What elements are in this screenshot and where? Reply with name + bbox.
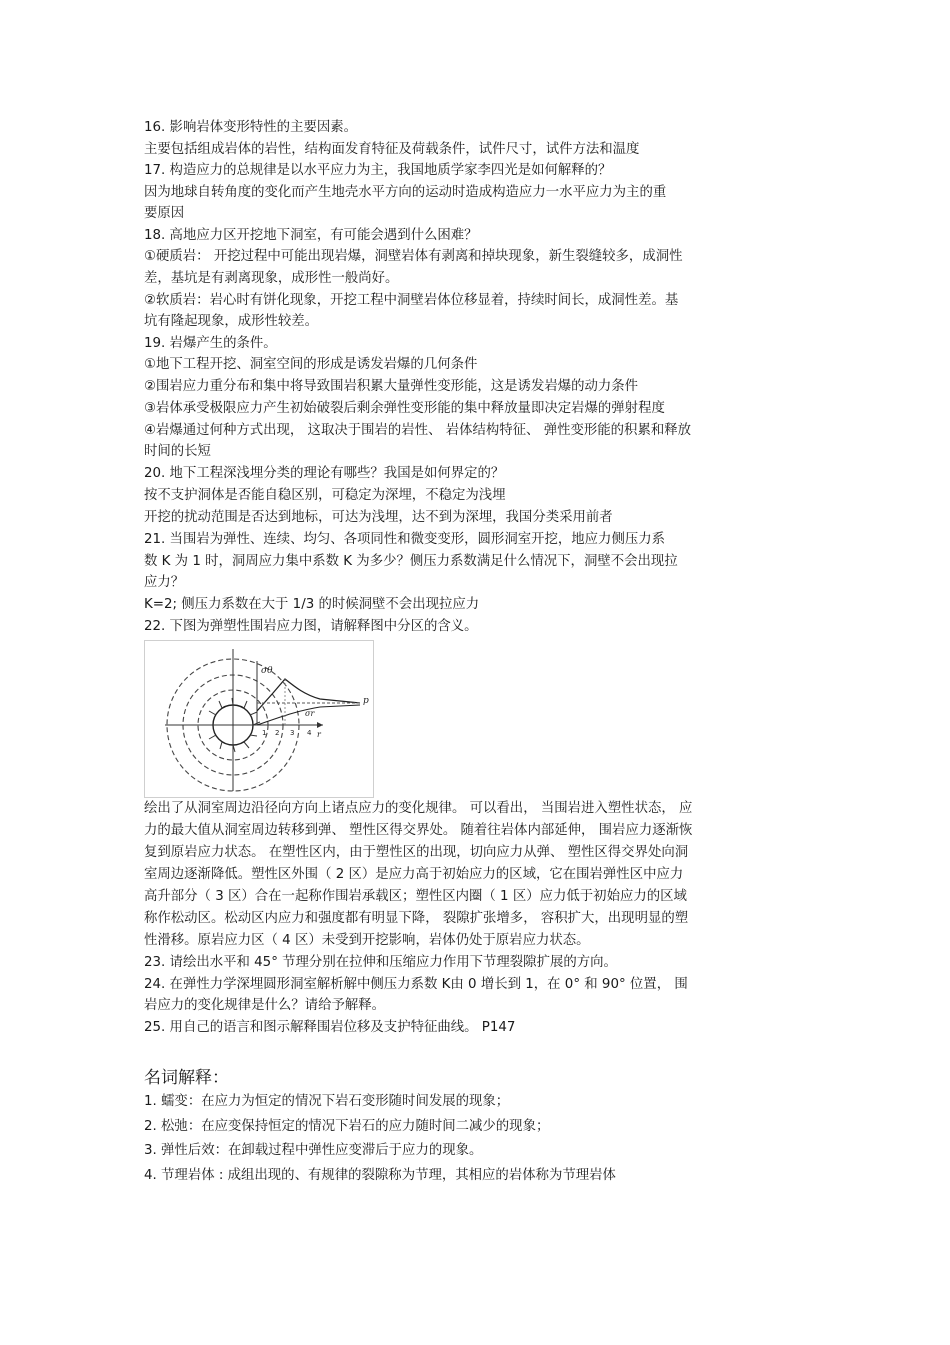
text-line: 22. 下图为弹塑性围岩应力图，请解释图中分区的含义。 <box>144 619 478 634</box>
text-line: 室周边逐渐降低。塑性区外围（ 2 区）是应力高于初始应力的区域，它在围岩弹性区中应力 <box>144 867 684 882</box>
text-line: 力的最大值从洞室周边转移到弹、 塑性区得交界处。 随着往岩体内部延伸， 围岩应力逐渐恢 <box>144 823 693 838</box>
text-line: 18. 高地应力区开挖地下洞室，有可能会遇到什么困难？ <box>144 228 478 243</box>
text-line: 24. 在弹性力学深埋圆形洞室解析解中侧压力系数 K由 0 增长到 1，在 0° 和 90° 位置， 围 <box>144 977 688 992</box>
text-line: 高升部分（ 3 区）合在一起称作围岩承载区；塑性区内圈（ 1 区）应力低于初始应力的区域 <box>144 889 687 904</box>
zone-1-label: 1 <box>262 729 267 737</box>
zone-4-label: 4 <box>307 729 312 737</box>
text-line: 数 K 为 1 时，洞周应力集中系数 K 为多少？侧压力系数满足什么情况下，洞壁不会出现拉 <box>144 554 678 569</box>
text-line: 主要包括组成岩体的岩性，结构面发育特征及荷载条件，试件尺寸，试件方法和温度 <box>144 142 640 157</box>
text-line: 21. 当围岩为弹性、连续、均匀、各项同性和微变变形，圆形洞室开挖，地应力侧压力系 <box>144 532 666 547</box>
text-line: 16. 影响岩体变形特性的主要因素。 <box>144 120 358 135</box>
text-line: 20. 地下工程深浅埋分类的理论有哪些？我国是如何界定的？ <box>144 466 505 481</box>
text-line: 应力？ <box>144 575 185 590</box>
radius-label: r <box>317 730 321 739</box>
text-line: ④岩爆通过何种方式出现， 这取决于围岩的岩性、 岩体结构特征、 弹性变形能的积累和释放 <box>144 423 692 438</box>
radial-axis-arrow <box>317 722 323 728</box>
text-line: 开挖的扰动范围是否达到地标，可达为浅埋，达不到为深埋，我国分类采用前者 <box>144 510 613 525</box>
sigma-theta-label: σθ <box>261 666 273 676</box>
sigma-r-label: σr <box>305 709 315 718</box>
term-item: 3. 弹性后效：在卸载过程中弹性应变滞后于应力的现象。 <box>144 1143 483 1158</box>
text-line: 岩应力的变化规律是什么？请给予解释。 <box>144 998 386 1013</box>
text-line: 性滑移。原岩应力区（ 4 区）未受到开挖影响，岩体仍处于原岩应力状态。 <box>144 933 590 948</box>
text-line: 时间的长短 <box>144 444 211 459</box>
text-line: 绘出了从洞室周边沿径向方向上诸点应力的变化规律。 可以看出， 当围岩进入塑性状态， 应 <box>144 801 693 816</box>
text-line: 要原因 <box>144 206 185 221</box>
zone-3-label: 3 <box>290 729 295 737</box>
text-line: ①地下工程开挖、洞室空间的形成是诱发岩爆的几何条件 <box>144 357 478 372</box>
text-line: 复到原岩应力状态。 在塑性区内，由于塑性区的出现，切向应力从弹、 塑性区得交界处向洞 <box>144 845 689 860</box>
term-item: 4. 节理岩体 : 成组出现的、有规律的裂隙称为节理，其相应的岩体称为节理岩体 <box>144 1168 616 1183</box>
text-line: ③岩体承受极限应力产生初始破裂后剩余弹性变形能的集中释放量即决定岩爆的弹射程度 <box>144 401 665 416</box>
text-line: 称作松动区。松动区内应力和强度都有明显下降， 裂隙扩张增多， 容积扩大，出现明显的塑 <box>144 911 689 926</box>
term-item: 1. 蠕变：在应力为恒定的情况下岩石变形随时间发展的现象； <box>144 1094 510 1109</box>
text-line: 坑有隆起现象，成形性较差。 <box>144 314 319 329</box>
zone-2-label: 2 <box>275 729 280 737</box>
text-line: ②围岩应力重分布和集中将导致围岩积累大量弹性变形能，这是诱发岩爆的动力条件 <box>144 379 639 394</box>
stress-zone-diagram <box>145 641 373 797</box>
elastoplastic-stress-figure <box>144 640 374 798</box>
text-line: ②软质岩：岩心时有饼化现象，开挖工程中洞壁岩体位移显着，持续时间长，成洞性差。基 <box>144 293 679 308</box>
text-line: 按不支护洞体是否能自稳区别，可稳定为深埋，不稳定为浅埋 <box>144 488 506 503</box>
text-line: K=2; 侧压力系数在大于 1/3 的时候洞壁不会出现拉应力 <box>144 597 480 612</box>
term-item: 2. 松弛：在应变保持恒定的情况下岩石的应力随时间二减少的现象； <box>144 1119 550 1134</box>
section-heading: 名词解释： <box>144 1068 229 1088</box>
text-line: ①硬质岩： 开挖过程中可能出现岩爆，洞壁岩体有剥离和掉块现象，新生裂缝较多，成洞性 <box>144 249 683 264</box>
text-line: 23. 请绘出水平和 45° 节理分别在拉伸和压缩应力作用下节理裂隙扩展的方向。 <box>144 955 617 970</box>
text-line: 19. 岩爆产生的条件。 <box>144 336 277 351</box>
text-line: 差，基坑是有剥离现象，成形性一般尚好。 <box>144 271 399 286</box>
text-line: 因为地球自转角度的变化而产生地壳水平方向的运动时造成构造应力一水平应力为主的重 <box>144 185 667 200</box>
text-line: 25. 用自己的语言和图示解释围岩位移及支护特征曲线。 P147 <box>144 1020 516 1035</box>
initial-stress-label: p <box>363 696 369 706</box>
text-line: 17. 构造应力的总规律是以水平应力为主，我国地质学家李四光是如何解释的？ <box>144 163 612 178</box>
